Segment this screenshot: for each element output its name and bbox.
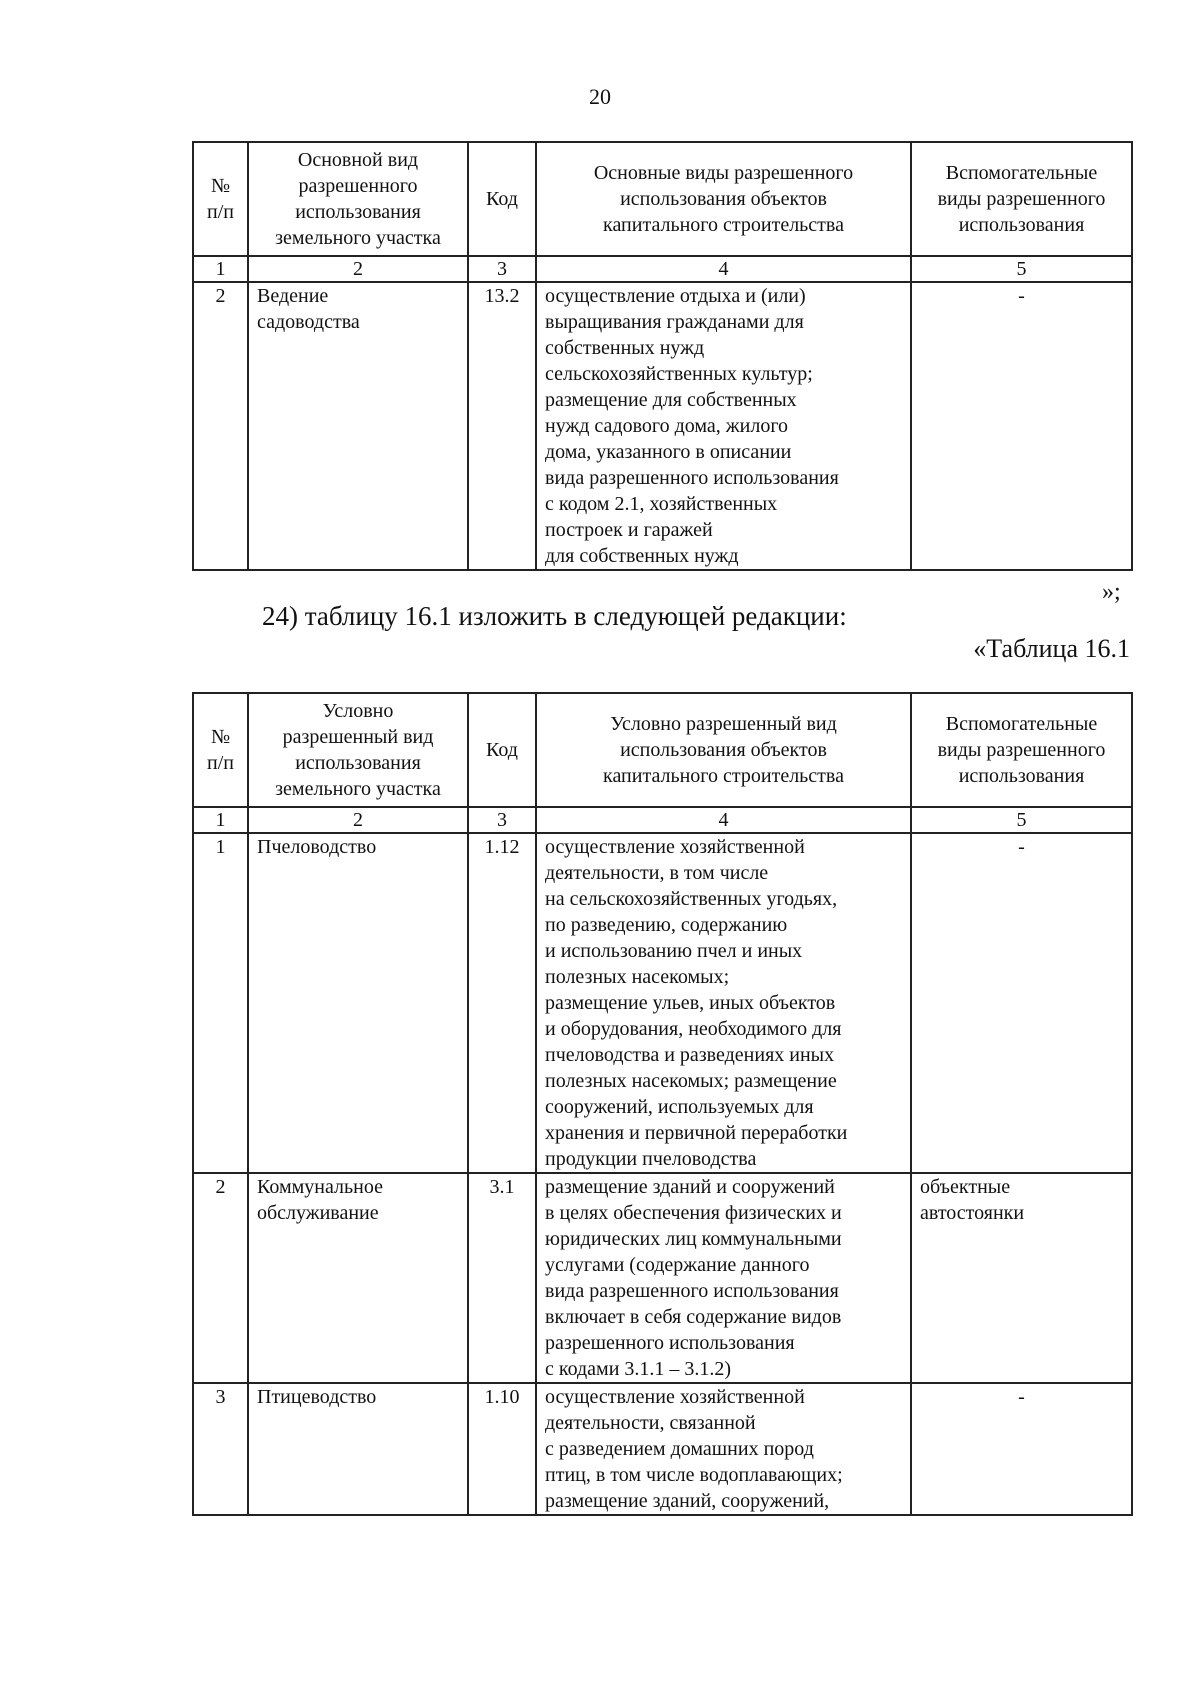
header-construction-use-types: Условно разрешенный вид использования объектов капитального строительства: [536, 693, 911, 807]
table-header-row: [193, 142, 1132, 256]
use-description: осуществление отдыха и (или) выращивания гражданами для собственных нужд сельскохозяйственных культур; размещение для собственных нужд садового дома, жилого дома, указанного в описании вида разрешенного использования с кодом 2.1, хозяйственных построек и гаражей для собственных нужд: [536, 282, 911, 570]
column-number-row: [193, 256, 1132, 282]
header-land-use-type: Основной вид разрешенного использования земельного участка: [248, 142, 468, 256]
table-row: [193, 282, 1132, 570]
column-number: 1: [193, 807, 248, 833]
land-use-name: Птицеводство: [248, 1383, 468, 1515]
use-code: 1.12: [468, 833, 536, 1173]
land-use-name: Коммунальное обслуживание: [248, 1173, 468, 1383]
header-construction-use-types: Основные виды разрешенного использования объектов капитального строительства: [536, 142, 911, 256]
row-number: 2: [193, 282, 248, 570]
header-number: № п/п: [193, 142, 248, 256]
row-number: 1: [193, 833, 248, 1173]
column-number: 5: [911, 256, 1132, 282]
use-description: осуществление хозяйственной деятельности, связанной с разведением домашних пород птиц, в том числе водоплавающих; размещение зданий, сооружений,: [536, 1383, 911, 1515]
use-code: 1.10: [468, 1383, 536, 1515]
auxiliary-use: -: [911, 833, 1132, 1173]
auxiliary-use: -: [911, 1383, 1132, 1515]
column-number: 3: [468, 256, 536, 282]
table-row: [193, 1383, 1132, 1515]
header-code: Код: [468, 142, 536, 256]
header-auxiliary-use-types: Вспомогательные виды разрешенного использования: [911, 693, 1132, 807]
column-number: 2: [248, 256, 468, 282]
use-code: 13.2: [468, 282, 536, 570]
column-number: 1: [193, 256, 248, 282]
row-number: 2: [193, 1173, 248, 1383]
table-row: [193, 833, 1132, 1173]
table-header-row: [193, 693, 1132, 807]
header-number: № п/п: [193, 693, 248, 807]
auxiliary-use: объектные автостоянки: [911, 1173, 1132, 1383]
column-number: 5: [911, 807, 1132, 833]
table-conditional-use-types: [192, 692, 1133, 1516]
use-description: размещение зданий и сооружений в целях обеспечения физических и юридических лиц коммунальными услугами (содержание данного вида разрешенного использования включает в себя содержание видов разрешенного использования с кодами 3.1.1 – 3.1.2): [536, 1173, 911, 1383]
amendment-instruction: 24) таблицу 16.1 изложить в следующей редакции:: [262, 601, 847, 631]
table-row: [193, 1173, 1132, 1383]
header-auxiliary-use-types: Вспомогательные виды разрешенного использования: [911, 142, 1132, 256]
row-number: 3: [193, 1383, 248, 1515]
header-land-use-type: Условно разрешенный вид использования земельного участка: [248, 693, 468, 807]
closing-quote: »;: [1102, 579, 1121, 605]
land-use-name: Ведение садоводства: [248, 282, 468, 570]
header-code: Код: [468, 693, 536, 807]
column-number: 2: [248, 807, 468, 833]
column-number: 3: [468, 807, 536, 833]
column-number: 4: [536, 807, 911, 833]
auxiliary-use: -: [911, 282, 1132, 570]
column-number: 4: [536, 256, 911, 282]
use-description: осуществление хозяйственной деятельности, в том числе на сельскохозяйственных угодьях, по разведению, содержанию и использованию пчел и иных полезных насекомых; размещение ульев, иных объектов и оборудования, необходимого для пчеловодства и разведениях иных полезных насекомых; размещение сооружений, используемых для хранения и первичной переработки продукции пчеловодства: [536, 833, 911, 1173]
page-number: 20: [589, 84, 611, 109]
table-caption: «Таблица 16.1: [973, 634, 1130, 663]
land-use-name: Пчеловодство: [248, 833, 468, 1173]
column-number-row: [193, 807, 1132, 833]
use-code: 3.1: [468, 1173, 536, 1383]
table-main-use-types: [192, 141, 1133, 571]
